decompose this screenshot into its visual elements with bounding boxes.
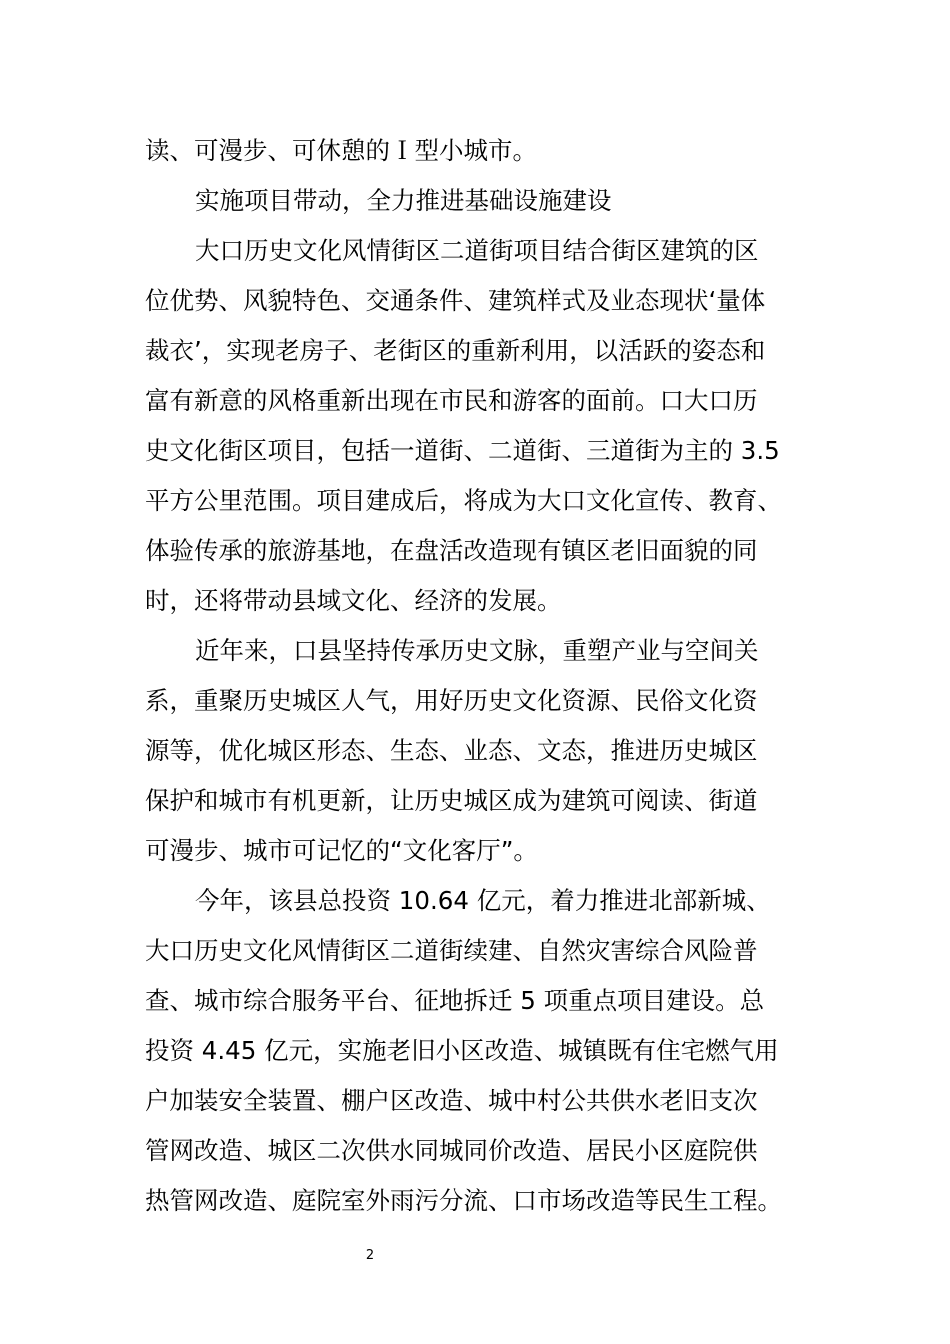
- text-line: 体验传承的旅游基地，在盘活改造现有镇区老旧面貌的同: [145, 536, 758, 565]
- text-line: 热管网改造、庭院室外雨污分流、口市场改造等民生工程。: [145, 1186, 782, 1215]
- text-line: 投资 4.45 亿元，实施老旧小区改造、城镇既有住宅燃气用: [145, 1036, 779, 1065]
- text-line: 今年，该县总投资 10.64 亿元，着力推进北部新城、: [195, 886, 771, 915]
- text-line: 平方公里范围。项目建成后，将成为大口文化宣传、教育、: [145, 486, 782, 515]
- text-line: 管网改造、城区二次供水同城同价改造、居民小区庭院供: [145, 1136, 758, 1165]
- section-heading: 实施项目带动，全力推进基础设施建设: [195, 186, 612, 215]
- text-line: 保护和城市有机更新，让历史城区成为建筑可阅读、街道: [145, 786, 758, 815]
- text-line: 户加装安全装置、棚户区改造、城中村公共供水老旧支次: [145, 1086, 758, 1115]
- text-line: 大口历史文化风情街区二道街项目结合街区建筑的区: [195, 236, 759, 265]
- page-number: 2: [365, 1248, 375, 1263]
- text-line: 史文化街区项目，包括一道街、二道街、三道街为主的 3.5: [145, 436, 780, 465]
- text-line: 近年来，口县坚持传承历史文脉，重塑产业与空间关: [195, 636, 759, 665]
- text-line: 查、城市综合服务平台、征地拆迁 5 项重点项目建设。总: [145, 986, 765, 1015]
- text-line: 大口历史文化风情街区二道街续建、自然灾害综合风险普: [145, 936, 758, 965]
- text-line: 源等，优化城区形态、生态、业态、文态，推进历史城区: [145, 736, 758, 765]
- text-line: 位优势、风貌特色、交通条件、建筑样式及业态现状‘量体: [145, 286, 766, 315]
- text-line: 读、可漫步、可休憩的Ｉ型小城市。: [145, 136, 537, 165]
- text-line: 系，重聚历史城区人气，用好历史文化资源、民俗文化资: [145, 686, 758, 715]
- text-line: 时，还将带动县域文化、经济的发展。: [145, 586, 562, 615]
- text-line: 富有新意的风格重新出现在市民和游客的面前。口大口历: [145, 386, 758, 415]
- text-line: 可漫步、城市可记忆的“文化客厅”。: [145, 836, 538, 865]
- text-line: 裁衣’，实现老房子、老街区的重新利用，以活跃的姿态和: [145, 336, 766, 365]
